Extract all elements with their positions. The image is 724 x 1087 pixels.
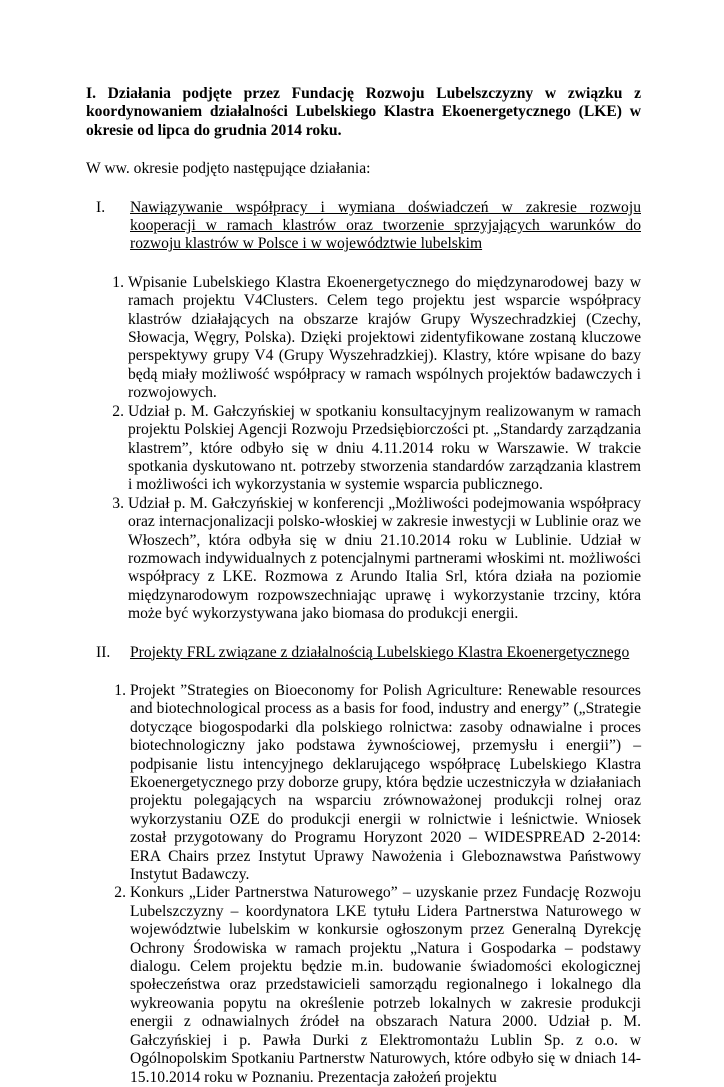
list-item-number: 2. — [114, 884, 126, 902]
list-item-text: Konkurs „Lider Partnerstwa Naturowego” – uzyskanie przez Fundację Rozwoju Lubelszczyzny – koordynatora LKE tytułu Lidera Partnerstwa Naturowego w województwie lubelskim w konkursie ogłoszonym przez Generalną Dyrekcję Ochrony Środowiska w ramach projektu „Natura i Gospodarka – podstawy dialogu. Celem projektu będzie m.in. budowanie świadomości ekologicznej społeczeństwa oraz przedstawicieli samorządu regionalnego i lokalnego dla wykreowania popytu na określenie potrzeb lokalnych w zakresie produkcji energii z odnawialnych źródeł na obszarach Natura 2000. Udział p. M. Gałczyńskiej i p. Pawła Durki z Elektromontażu Lublin Sp. z o.o. w Ogólnopolskim Spotkaniu Partnerstw Naturowych, które odbyło się w dniach 14-15.10.2014 roku w Poznaniu. Prezentacja założeń projektu — [130, 884, 641, 1086]
section-2-list — [86, 682, 641, 1087]
list-item — [86, 495, 641, 624]
section-2-title: Projekty FRL związane z działalnością Lubelskiego Klastra Ekoenergetycznego — [130, 643, 630, 661]
intro-text: W ww. okresie podjęto następujące działania: — [86, 160, 371, 178]
list-item-text: Udział p. M. Gałczyńskiej w konferencji „Możliwości podejmowania współpracy oraz internacjonalizacji polsko-włoskiej w zakresie inwestycji w Lublinie oraz we Włoszech”, która odbyła się w dniu 21.10.2014 roku w Lublinie. Udział w rozmowach indywidualnych z potencjalnymi partnerami włoskimi nt. możliwości współpracy z LKE. Rozmowa z Arundo Italia Srl, która działa na poziomie międzynarodowym rozpowszechniając uprawę i wykorzystanie trzciny, która może być wykorzystywana jako biomasa do produkcji energii. — [128, 494, 641, 623]
list-item — [86, 682, 641, 884]
list-item-number: 1. — [114, 681, 126, 699]
document-page — [86, 85, 641, 1087]
list-item-number: 3. — [112, 494, 124, 512]
document-heading: I. Działania podjęte przez Fundację Rozwoju Lubelszczyzny w związku z koordynowaniem działalności Lubelskiego Klastra Ekoenergetycznego (LKE) w okresie od lipca do grudnia 2014 roku. — [86, 85, 641, 139]
section-2-heading — [86, 644, 641, 662]
section-1-title: Nawiązywanie współpracy i wymiana doświadczeń w zakresie rozwoju kooperacji w ramach klastrów oraz tworzenie sprzyjających warunków do rozwoju klastrów w Polsce i w województwie lubelskim — [130, 198, 641, 253]
list-item-text: Wpisanie Lubelskiego Klastra Ekoenergetycznego do międzynarodowej bazy w ramach projektu V4Clusters. Celem tego projektu jest wsparcie współpracy klastrów działających na obszarze krajów Grupy Wyszechradzkiej (Czechy, Słowacja, Węgry, Polska). Dzięki projektowi zidentyfikowane zostaną kluczowe perspektywy grupy V4 (Grupy Wyszehradzkiej). Klastry, które wpisane do bazy będą miały możliwość współpracy w ramach wspólnych projektów badawczych i rozwojowych. — [128, 273, 641, 402]
section-2-numeral: II. — [96, 643, 111, 661]
list-item-text: Projekt ”Strategies on Bioeconomy for Polish Agriculture: Renewable resources and biotechnological process as a basis for food, industry and energy” („Strategie dotyczące biogospodarki dla polskiego rolnictwa: zasoby odnawialne i proces biotechnologiczny jako podstawa żywnościowej, przemysłu i energii”) – podpisanie listu intencyjnego deklarującego współpracę Lubelskiego Klastra Ekoenergetycznego przy doborze grupy, która będzie uczestniczyła w działaniach projektu polegających na wsparciu zrównoważonej produkcji rolnej oraz wykorzystaniu OZE do produkcji energii w rolnictwie i leśnictwie. Wniosek został przygotowany do Programu Horyzont 2020 – WIDESPREAD 2-2014: ERA Chairs przez Instytut Uprawy Nawożenia i Gleboznawstwa Państwowy Instytut Badawczy. — [130, 681, 641, 884]
section-1-heading — [86, 199, 641, 254]
section-1-list — [86, 274, 641, 624]
section-1-numeral: I. — [96, 198, 106, 216]
list-item — [86, 884, 641, 1086]
list-item-number: 2. — [112, 402, 124, 420]
list-item — [86, 274, 641, 403]
list-item — [86, 403, 641, 495]
list-item-text: Udział p. M. Gałczyńskiej w spotkaniu konsultacyjnym realizowanym w ramach projektu Polskiej Agencji Rozwoju Przedsiębiorczości pt. „Standardy zarządzania klastrem”, które odbyło się w dniu 4.11.2014 roku w Warszawie. W trakcie spotkania dyskutowano nt. potrzeby stworzenia standardów zarządzania klastrem i możliwości ich wykorzystania w systemie wsparcia publicznego. — [128, 402, 641, 494]
list-item-number: 1. — [112, 273, 124, 291]
